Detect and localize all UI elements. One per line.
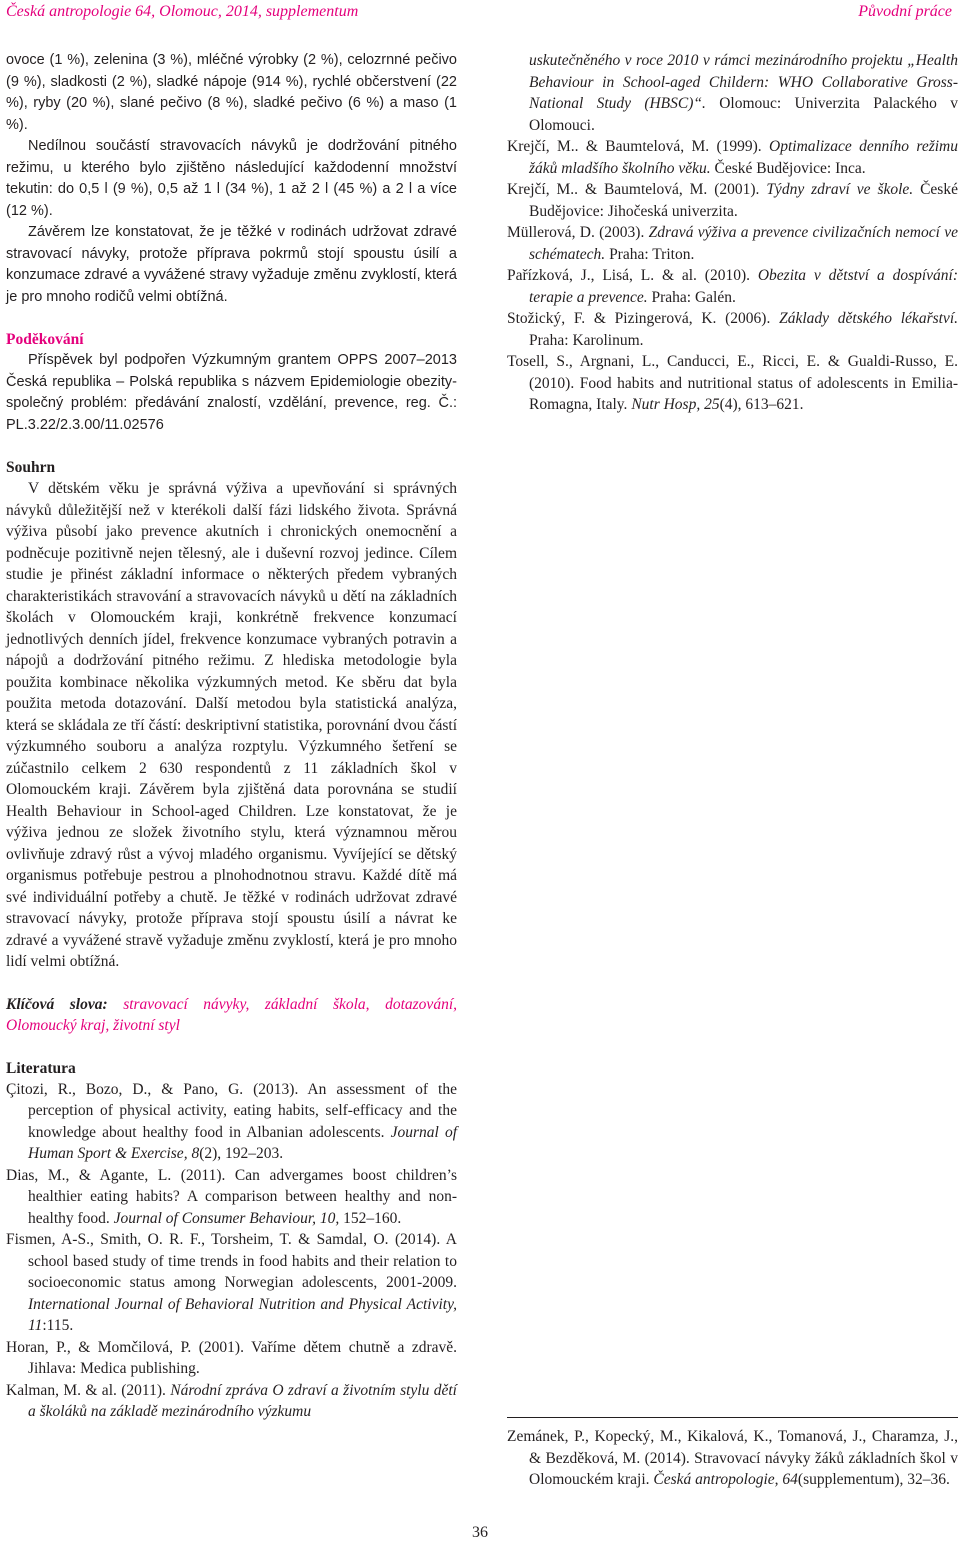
reference-source: International Journal of Behavioral Nutrition and Physical Activity, 11 xyxy=(28,1295,457,1334)
section-header: Původní práce xyxy=(858,3,952,20)
reference-details: Praha: Triton. xyxy=(605,245,695,263)
reference-text: Fismen, A-S., Smith, O. R. F., Torsheim, T. & Samdal, O. (2014). A school based study of time trends in food habits and their relation to socioeconomic status among Norwegian adolescents, 2001-2009. xyxy=(6,1231,457,1291)
acknowledgement-heading: Poděkování xyxy=(6,331,84,348)
page-number: 36 xyxy=(472,1524,488,1541)
reference-text: Stožický, F. & Pizingerová, K. (2006). xyxy=(507,310,780,327)
right-column xyxy=(507,50,958,416)
reference-item xyxy=(6,1165,457,1230)
literature-heading: Literatura xyxy=(6,1059,76,1077)
reference-details: Praha: Karolinum. xyxy=(529,331,644,349)
article-citation xyxy=(507,1417,958,1491)
reference-details: (2), 192–203. xyxy=(199,1145,284,1162)
reference-item xyxy=(507,179,958,222)
keywords-label: Klíčová slova: xyxy=(6,995,108,1013)
reference-details: (4), 613–621. xyxy=(719,396,804,413)
reference-source: Journal of Consumer Behaviour, 10, xyxy=(113,1209,340,1227)
reference-source: Journal of Human Sport & Exercise, 8 xyxy=(28,1123,457,1162)
keywords xyxy=(6,994,457,1037)
reference-source: Nutr Hosp, 25 xyxy=(631,396,720,413)
results-paragraph: ovoce (1 %), zelenina (3 %), mléčné výrobky (2 %), celozrnné pečivo (9 %), sladkosti (2 %), sladké nápoje (914 %), rychlé občerstvení (22 %), ryby (20 %), slané pečivo (8 %), sladké pečivo (6 %) a maso (1 %). xyxy=(6,52,457,133)
reference-text: Krejčí, M.. & Baumtelová, M. (2001). xyxy=(507,181,767,198)
reference-item xyxy=(507,222,958,265)
reference-item xyxy=(507,50,958,136)
reference-details: České Budějovice: Jihočeská univerzita. xyxy=(529,181,958,220)
reference-source: Základy dětského lékařství. xyxy=(779,310,958,327)
keywords-values: stravovací návyky, základní škola, dotazování, Olomoucký kraj, životní styl xyxy=(6,995,457,1034)
reference-list-right xyxy=(507,50,958,416)
acknowledgement-text: Příspěvek byl podpořen Výzkumným grantem OPPS 2007–2013 Česká republika – Polská republika s názvem Epidemiologie obezity-společný problém: předávání znalostí, vzdělání, prevence, reg. Č.: PL.3.22/2.3.00/11.02576 xyxy=(6,352,457,433)
reference-text: Kalman, M. & al. (2011). xyxy=(6,1381,171,1399)
reference-item xyxy=(507,308,958,351)
reference-source: Obezita v dětství a dospívání: terapie a prevence. xyxy=(529,267,959,306)
reference-source: uskutečněného v roce 2010 v rámci mezinárodního projektu „Health Behaviour in School-aged Childern: WHO Collaborative Gross-National Study (HBSC)“. xyxy=(529,52,958,112)
reference-item xyxy=(507,351,958,416)
summary-text: V dětském věku je správná výživa a upevňování si správných návyků důležitější než v kterékoli další fázi lidského života. Správná výživa působí jako prevence akutních i chronických onemocnění a podněcuje pozitivně nejen tělesný, ale i duševní rozvoj jedince. Cílem studie je přinést základní informace o některých předem vybraných charakteristikách stravování a stravovacích návyků u dětí na základních školách v Olomouckém kraji, konkrétně frekvence konzumací jednotlivých denních jídel, frekvence konzumace vybraných potravin a nápojů a dodržování pitného režimu. Z hlediska metodologie byla použita kombinace několika výzkumných metod. Ke sběru dat byla použita metoda dotazování. Další metodou byla statistická analýza, která se skládala ze tří částí: deskriptivní statistika, porovnání dvou částí výzkumného souboru a analýza rozptylu. Výzkumného šetření se zúčastnilo celkem 2 630 respondentů z 11 základních škol v Olomouckém kraji. Závěrem byla zjištěná data porovnána se studií Health Behaviour in School-aged Children. Lze konstatovat, že je výživa jednou ze složek životního stylu, která významnou měrou ovlivňuje zdravý růst a vývoj mladého organismu. Vyvíjející se dětský organismus potřebuje pestrou a plnohodnotnou stravu. Každé dítě má své individuální potřeby a chutě. Je těžké v rodinách udržovat zdravé stravovací návyky, protože příprava stojí spoustu úsilí a návrat ke zdravé a vyvážené stravě vyžaduje změnu zvyklostí, která je pro mnoho lidí velmi obtížná. xyxy=(6,480,457,970)
journal-header: Česká antropologie 64, Olomouc, 2014, supplementum xyxy=(6,3,359,20)
reference-source: Týdny zdraví ve škole. xyxy=(766,181,914,198)
reference-details: Olomouc: Univerzita Palackého v Olomouci. xyxy=(529,95,958,134)
reference-source: Národní zpráva O zdraví a životním stylu dětí a školáků na základě mezinárodního výzkumu xyxy=(28,1381,457,1420)
citation-journal: Česká antropologie, 64 xyxy=(653,1471,798,1488)
reference-details: :115. xyxy=(42,1317,74,1334)
conclusion-paragraph: Závěrem lze konstatovat, že je těžké v rodinách udržovat zdravé stravovací návyky, protože příprava pokrmů stojí spoustu úsilí a konzumace zdravé a vyvážené stravy vyžaduje změnu zvyklostí, která je pro mnoho rodičů velmi obtížná. xyxy=(6,224,457,305)
reference-item xyxy=(6,1079,457,1165)
reference-text: Krejčí, M.. & Baumtelová, M. (1999). xyxy=(507,138,770,155)
reference-details: 152–160. xyxy=(339,1209,402,1227)
reference-text: Müllerová, D. (2003). xyxy=(507,224,649,241)
reference-details: České Budějovice: Inca. xyxy=(710,159,866,177)
citation-pages: (supplementum), 32–36. xyxy=(797,1471,950,1488)
drinking-paragraph: Nedílnou součástí stravovacích návyků je dodržování pitného režimu, u kterého bylo zjištěno následující každodenní množství tekutin: do 0,5 l (9 %), 0,5 až 1 l (34 %), 1 až 2 l (45 %) a 2 l a více (12 %). xyxy=(6,138,457,219)
reference-item xyxy=(507,136,958,179)
reference-source: Optimalizace denního režimu žáků mladšího školního věku. xyxy=(529,138,958,177)
reference-item xyxy=(6,1380,457,1423)
reference-text: Tosell, S., Argnani, L., Canducci, E., Ricci, E. & Gualdi-Russo, E. (2010). Food habits and nutritional status of adolescents in Emilia-Romagna, Italy. xyxy=(507,353,958,413)
reference-text: Horan, P., & Momčilová, P. (2001). Vaříme dětem chutně a zdravě. Jihlava: Medica publishing. xyxy=(6,1338,457,1377)
left-column xyxy=(6,50,457,1423)
reference-source: Zdravá výživa a prevence civilizačních nemocí ve schématech. xyxy=(529,224,958,263)
reference-item xyxy=(507,265,958,308)
reference-text: Çitozi, R., Bozo, D., & Pano, G. (2013). An assessment of the perception of physical activity, eating habits, self-efficacy and the knowledge about healthy food in Albanian adolescents. xyxy=(6,1080,457,1141)
reference-list-left xyxy=(6,1079,457,1423)
reference-item xyxy=(6,1337,457,1380)
reference-text: Pařízková, J., Lisá, L. & al. (2010). xyxy=(507,267,758,284)
citation-text: Zemánek, P., Kopecký, M., Kikalová, K., Tomanová, J., Charamza, J., & Bezděková, M. (2014). Stravovací návyky žáků základních škol v Olomouckém kraji. xyxy=(507,1428,958,1488)
reference-details: Praha: Galén. xyxy=(647,288,736,306)
reference-item xyxy=(6,1229,457,1337)
reference-text: Dias, M., & Agante, L. (2011). Can advergames boost children’s healthier eating habits? A comparison between healthy and non-healthy food. xyxy=(6,1166,457,1227)
summary-heading: Souhrn xyxy=(6,459,56,476)
